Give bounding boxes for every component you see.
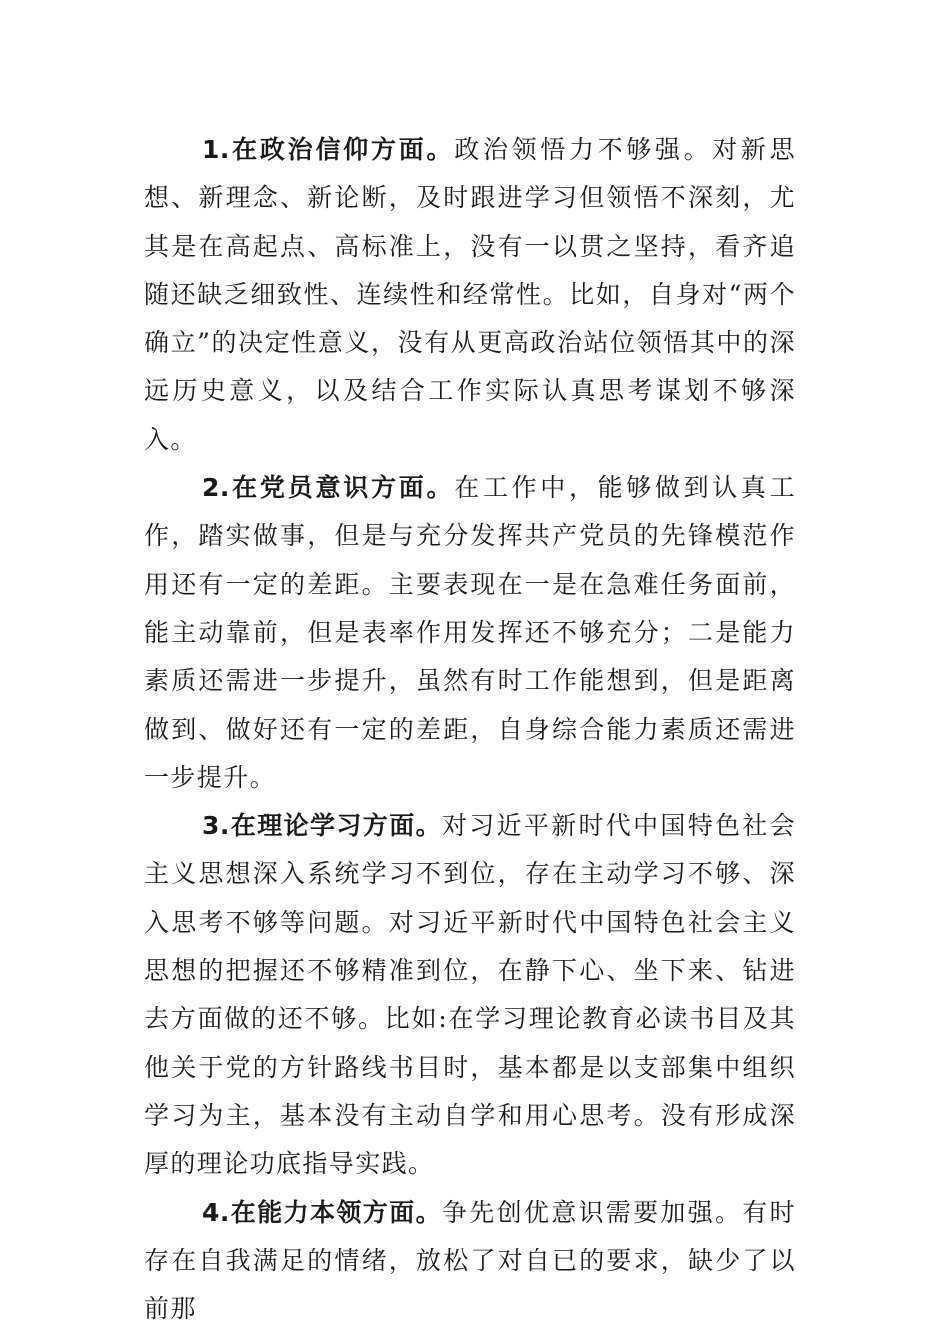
paragraph-heading: 2.在党员意识方面。 (202, 473, 455, 503)
paragraph-theory-study (144, 802, 796, 1188)
paragraph-heading: 1.在政治信仰方面。 (202, 135, 455, 164)
paragraph-text: 争先创优意识需要加强。有时存在自我满足的情绪，放松了对自已的要求，缺少了以前那 (144, 1197, 796, 1324)
paragraph-text: 政治领悟力不够强。对新思想、新理念、新论断，及时跟进学习但领悟不深刻，尤其是在高起点、高标准上，没有一以贯之坚持，看齐追随还缺乏细致性、连续性和经常性。比如，自身对“两个确立”的决定性意义，没有从更高政治站位领悟其中的深远历史意义，以及结合工作实际认真思考谋划不够深入。 (144, 135, 796, 454)
document-body (144, 126, 796, 1333)
paragraph-political-belief (144, 126, 796, 464)
paragraph-ability (144, 1189, 796, 1334)
paragraph-text: 在工作中，能够做到认真工作，踏实做事，但是与充分发挥共产党员的先锋模范作用还有一定的差距。主要表现在一是在急难任务面前，能主动靠前，但是表率作用发挥还不够充分；二是能力素质还需进一步提升，虽然有时工作能想到，但是距离做到、做好还有一定的差距，自身综合能力素质还需进一步提升。 (144, 473, 796, 792)
paragraph-heading: 4.在能力本领方面。 (202, 1197, 442, 1227)
paragraph-party-awareness (144, 464, 796, 802)
paragraph-heading: 3.在理论学习方面。 (202, 811, 442, 841)
paragraph-text: 对习近平新时代中国特色社会主义思想深入系统学习不到位，存在主动学习不够、深入思考不够等问题。对习近平新时代中国特色社会主义思想的把握还不够精准到位，在静下心、坐下来、钻进去方面做的还不够。比如:在学习理论教育必读书目及其他关于党的方针路线书目时，基本都是以支部集中组织学习为主，基本没有主动自学和用心思考。没有形成深厚的理论功底指导实践。 (144, 811, 796, 1179)
